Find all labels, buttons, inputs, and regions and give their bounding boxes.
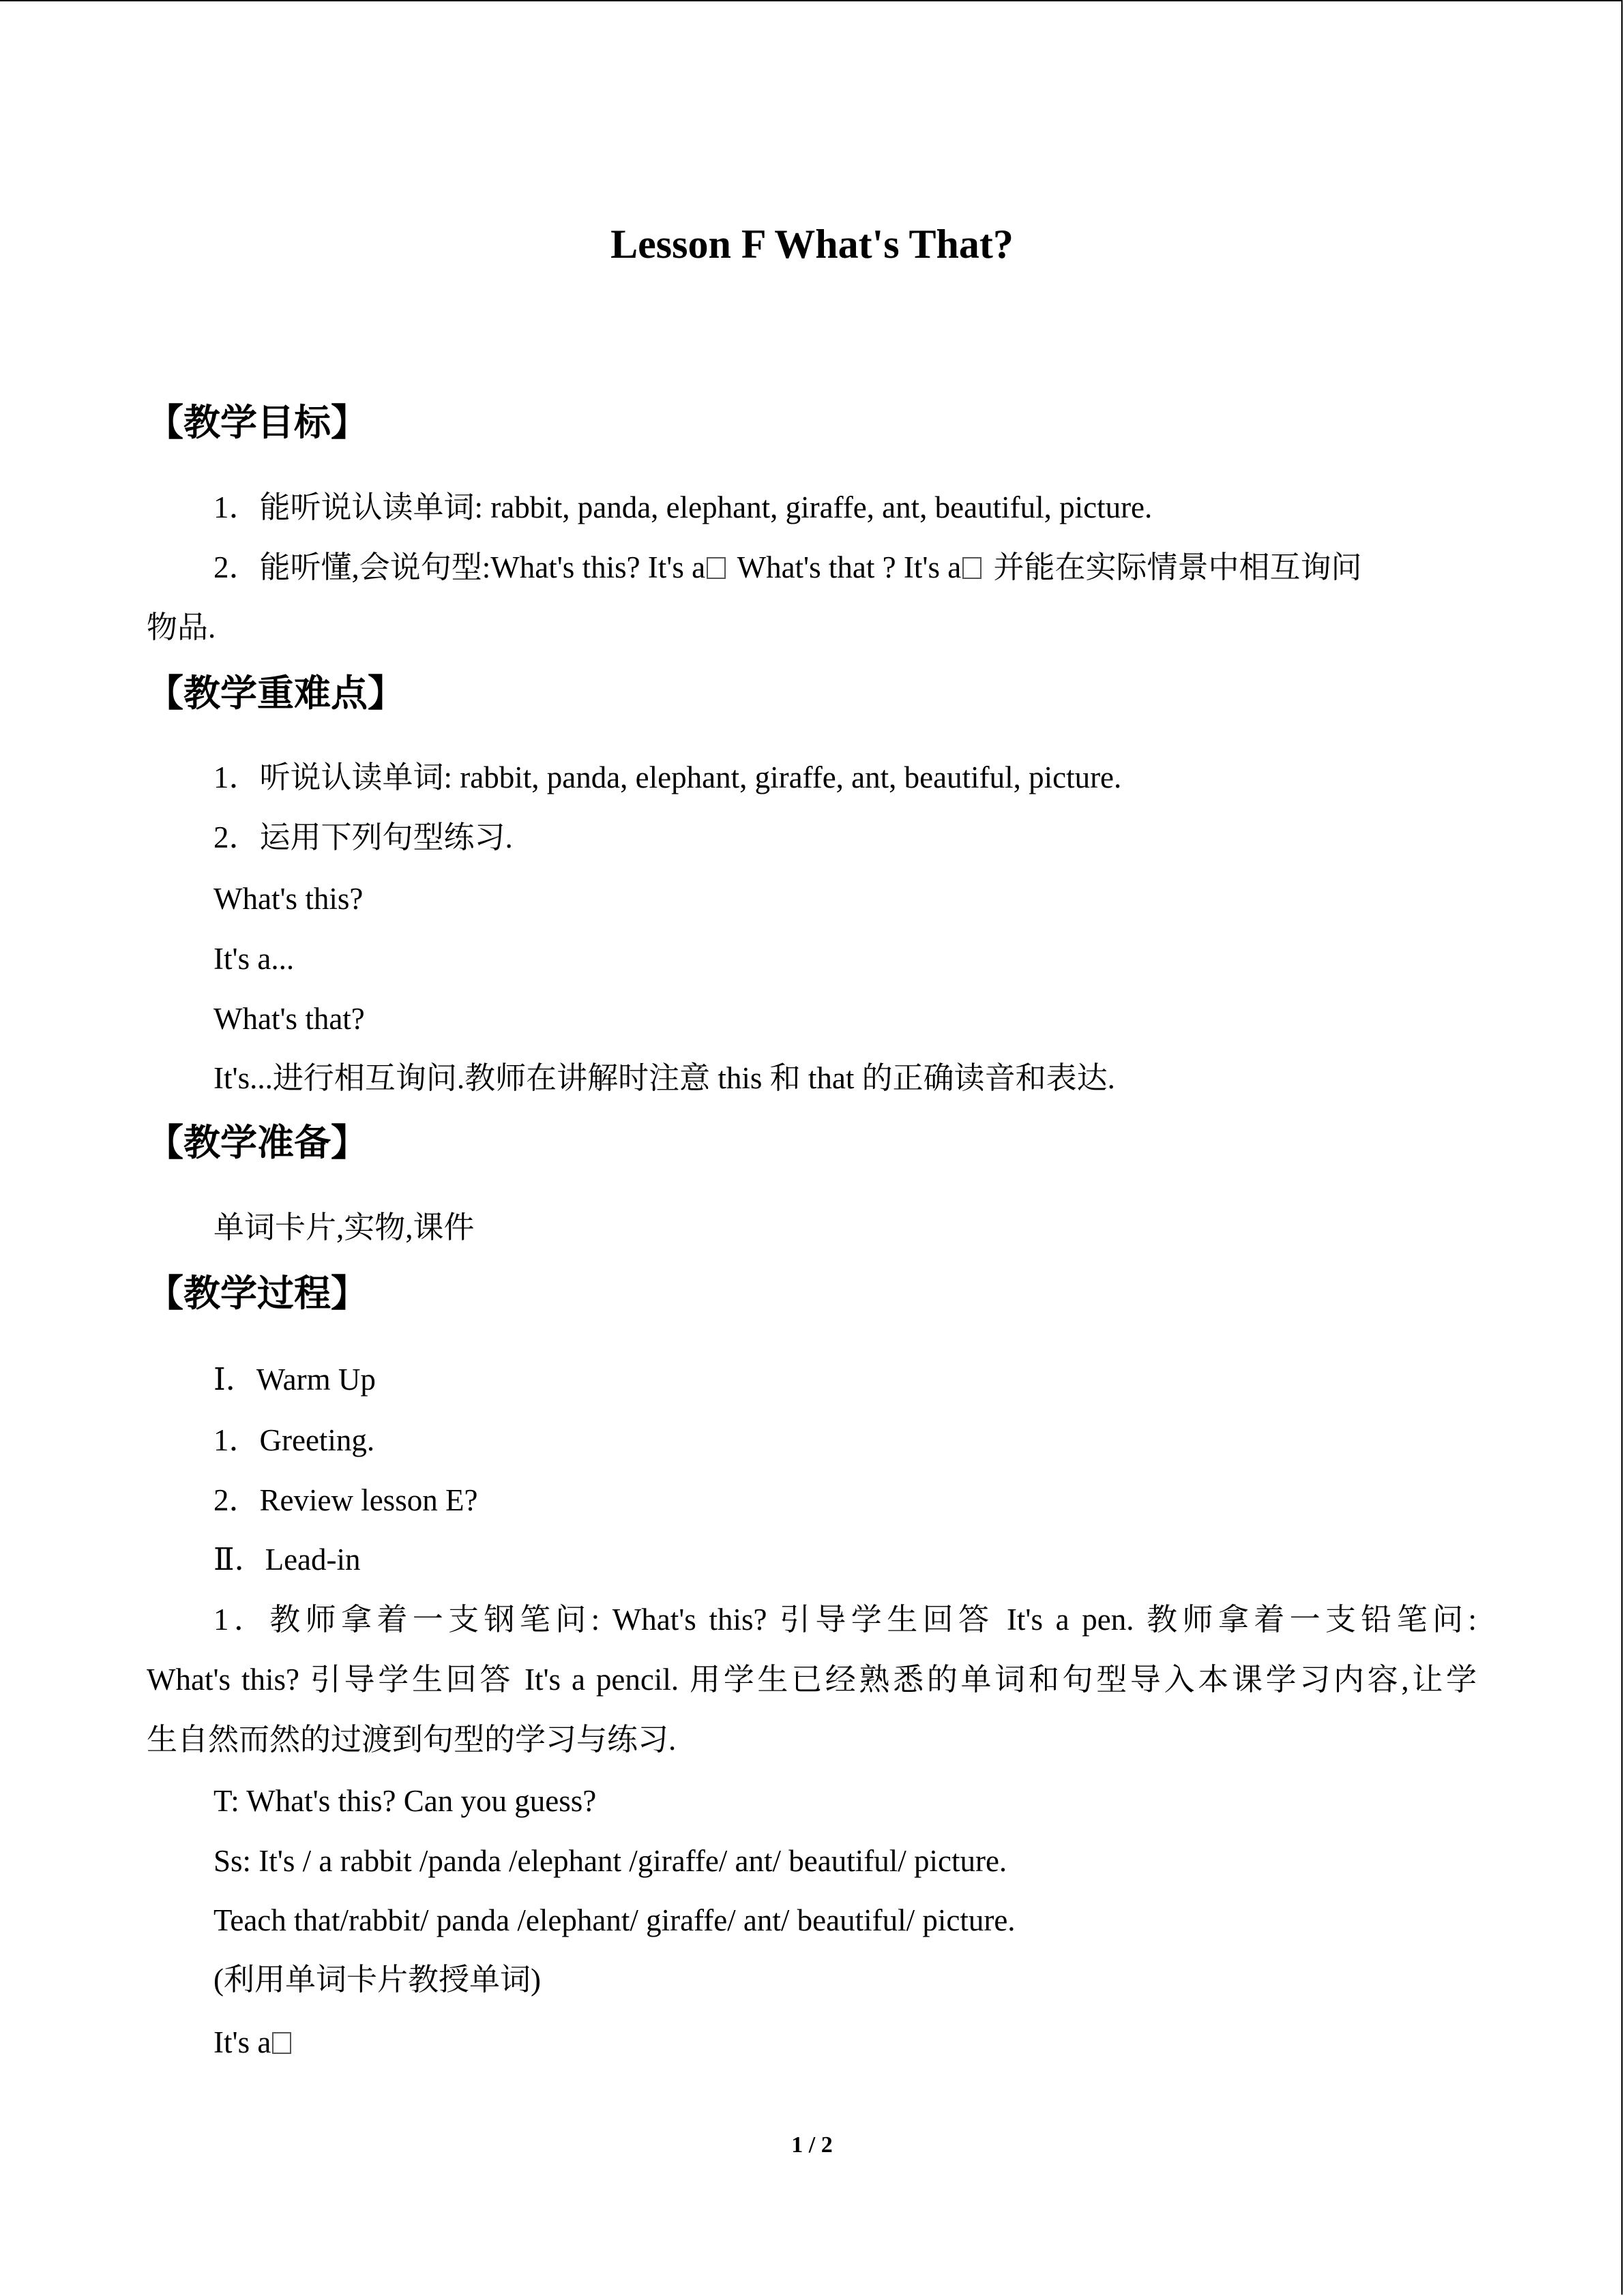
key-points-item-1: 1．听说认读单词: rabbit, panda, elephant, giraffe, ant, beautiful, picture.: [213, 760, 1122, 794]
process-part-2-item-1-line-3: 生自然而然的过渡到句型的学习与练习.: [147, 1723, 677, 1757]
objectives-item-2: [213, 547, 1361, 588]
process-part-1: Ⅰ．Warm Up: [213, 1362, 376, 1397]
process-part-2: Ⅱ．Lead-in: [213, 1542, 361, 1577]
process-dialog-line: Ss: It's / a rabbit /panda /elephant /giraffe/ ant/ beautiful/ picture.: [213, 1844, 1007, 1878]
blank-box: [272, 2032, 291, 2054]
preparation-item-1: 单词卡片,实物,课件: [213, 1210, 475, 1244]
objectives-item-1: 1．能听说认读单词: rabbit, panda, elephant, giraffe, ant, beautiful, picture.: [213, 490, 1153, 524]
heading-preparation: 【教学准备】: [147, 1121, 368, 1164]
blank-box: [962, 557, 981, 579]
process-note: (利用单词卡片教授单词): [213, 1963, 541, 1997]
process-part-2-item-1-line-2: What's this? 引导学生回答 It's a pencil. 用学生已经熟悉的单词和句型导入本课学习内容,让学: [147, 1663, 1477, 1697]
objectives-item-2-part-b: What's that ? It's a: [737, 550, 962, 584]
objectives-item-2-part-a: 2．能听懂,会说句型:What's this? It's a: [213, 550, 706, 584]
process-dialog-line: Teach that/rabbit/ panda /elephant/ giraffe/ ant/ beautiful/ picture.: [213, 1903, 1016, 1937]
document-title: Lesson F What's That?: [610, 222, 1014, 267]
process-last-text: It's a: [213, 2025, 271, 2059]
process-part-1-item-2: 2．Review lesson E?: [213, 1483, 478, 1517]
objectives-item-2-continued: 物品.: [147, 610, 216, 644]
process-last-line: [213, 2022, 295, 2063]
process-part-1-item-1: 1．Greeting.: [213, 1423, 375, 1457]
heading-process: 【教学过程】: [147, 1272, 368, 1315]
heading-key-points: 【教学重难点】: [147, 672, 404, 715]
key-points-sentence: What's that?: [213, 1002, 365, 1036]
page-number: 1 / 2: [791, 2132, 833, 2158]
key-points-item-2: 2．运用下列句型练习.: [213, 820, 513, 854]
blank-box: [707, 557, 726, 579]
process-part-2-item-1-line-1: 1．教师拿着一支钢笔问: What's this? 引导学生回答 It's a pen. 教师拿着一支铅笔问:: [213, 1602, 1477, 1637]
key-points-sentence: What's this?: [213, 882, 364, 916]
key-points-sentence: It's a...: [213, 942, 295, 976]
heading-objectives: 【教学目标】: [147, 401, 368, 444]
key-points-sentence: It's...进行相互询问.教师在讲解时注意 this 和 that 的正确读音和表达.: [213, 1061, 1115, 1095]
objectives-item-2-part-c: 并能在实际情景中相互询问: [993, 550, 1362, 584]
process-dialog-line: T: What's this? Can you guess?: [213, 1784, 597, 1818]
